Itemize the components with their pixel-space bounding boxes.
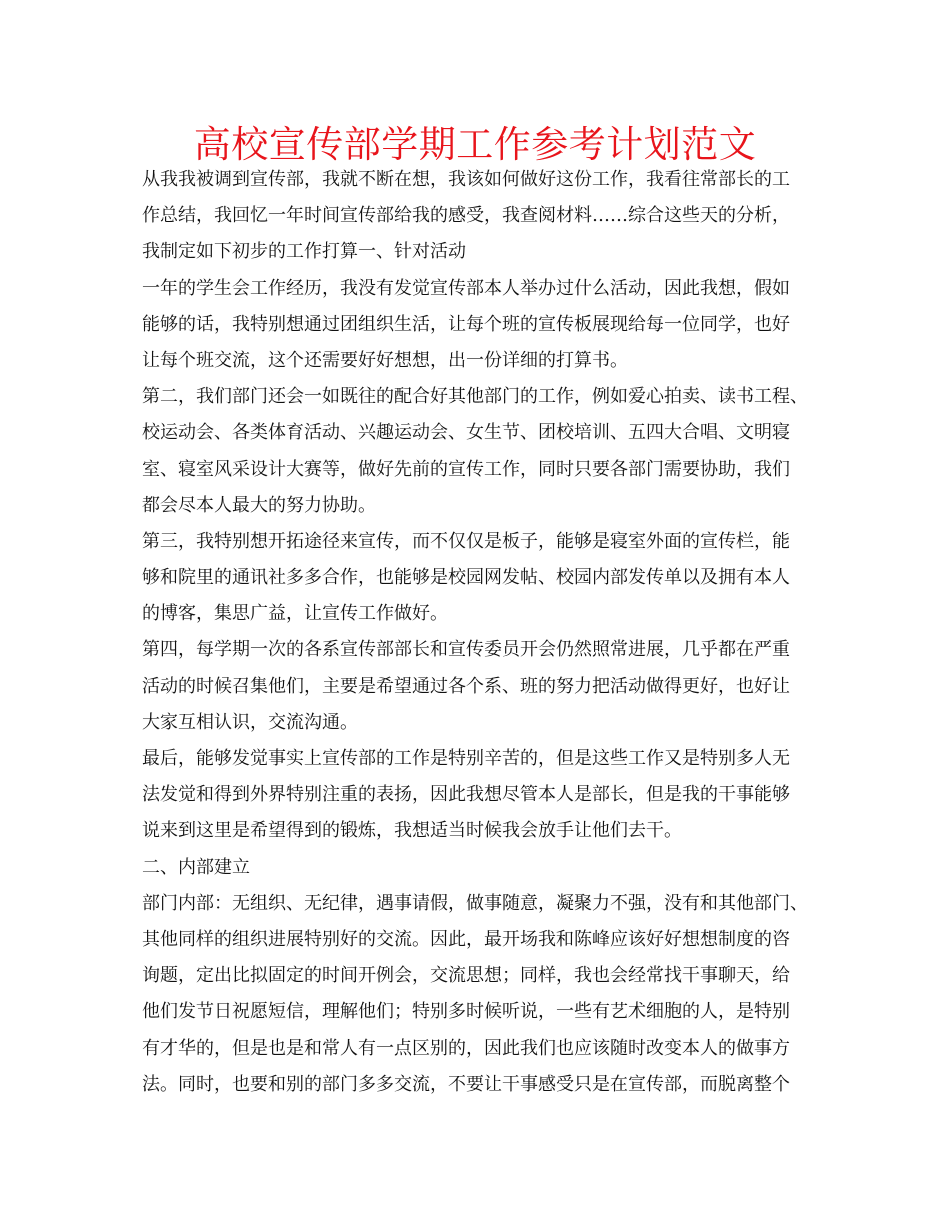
body-line: 第二，我们部门还会一如既往的配合好其他部门的工作，例如爱心拍卖、读书工程、 bbox=[142, 386, 808, 408]
body-line: 让每个班交流，这个还需要好好想想，出一份详细的打算书。 bbox=[142, 349, 628, 371]
document-title: 高校宣传部学期工作参考计划范文 bbox=[193, 123, 757, 166]
body-line: 作总结，我回忆一年时间宣传部给我的感受，我查阅材料……综合这些天的分析， bbox=[142, 205, 790, 227]
body-line: 够和院里的通讯社多多合作，也能够是校园网发帖、校园内部发传单以及拥有本人 bbox=[142, 567, 790, 589]
body-line: 说来到这里是希望得到的锻炼，我想适当时候我会放手让他们去干。 bbox=[142, 820, 682, 842]
body-line: 法。同时，也要和别的部门多多交流，不要让干事感受只是在宣传部，而脱离整个 bbox=[142, 1073, 790, 1095]
body-line: 校运动会、各类体育活动、兴趣运动会、女生节、团校培训、五四大合唱、文明寝 bbox=[142, 422, 790, 444]
body-line: 能够的话，我特别想通过团组织生活，让每个班的宣传板展现给每一位同学，也好 bbox=[142, 313, 790, 335]
body-line: 有才华的，但是也是和常人有一点区别的，因此我们也应该随时改变本人的做事方 bbox=[142, 1037, 790, 1059]
body-line: 第三，我特别想开拓途径来宣传，而不仅仅是板子，能够是寝室外面的宣传栏，能 bbox=[142, 530, 790, 552]
body-line: 室、寝室风采设计大赛等，做好先前的宣传工作，同时只要各部门需要协助，我们 bbox=[142, 458, 790, 480]
body-line: 其他同样的组织进展特别好的交流。因此，最开场我和陈峰应该好好想想制度的咨 bbox=[142, 928, 790, 950]
document-body bbox=[142, 162, 814, 1103]
body-line: 部门内部：无组织、无纪律，遇事请假，做事随意，凝聚力不强，没有和其他部门、 bbox=[142, 892, 808, 914]
body-line: 二、内部建立 bbox=[142, 856, 250, 878]
body-line: 都会尽本人最大的努力协助。 bbox=[142, 494, 376, 516]
body-line: 我制定如下初步的工作打算一、针对活动 bbox=[142, 241, 466, 263]
body-line: 一年的学生会工作经历，我没有发觉宣传部本人举办过什么活动，因此我想，假如 bbox=[142, 277, 790, 299]
body-line: 最后，能够发觉事实上宣传部的工作是特别辛苦的，但是这些工作又是特别多人无 bbox=[142, 748, 790, 769]
body-line: 第四，每学期一次的各系宣传部部长和宣传委员开会仍然照常进展，几乎都在严重 bbox=[142, 639, 790, 661]
body-line: 询题，定出比拟固定的时间开例会，交流思想；同样，我也会经常找干事聊天，给 bbox=[142, 965, 790, 987]
body-line: 法发觉和得到外界特别注重的表扬，因此我想尽管本人是部长，但是我的干事能够 bbox=[142, 784, 790, 806]
body-line: 活动的时候召集他们，主要是希望通过各个系、班的努力把活动做得更好，也好让 bbox=[142, 675, 790, 697]
body-line: 的博客，集思广益，让宣传工作做好。 bbox=[142, 603, 448, 625]
body-line: 从我我被调到宣传部，我就不断在想，我该如何做好这份工作，我看往常部长的工 bbox=[142, 169, 790, 190]
body-line: 大家互相认识，交流沟通。 bbox=[142, 711, 358, 733]
body-line: 他们发节日祝愿短信，理解他们；特别多时候听说，一些有艺术细胞的人，是特别 bbox=[142, 1001, 790, 1023]
